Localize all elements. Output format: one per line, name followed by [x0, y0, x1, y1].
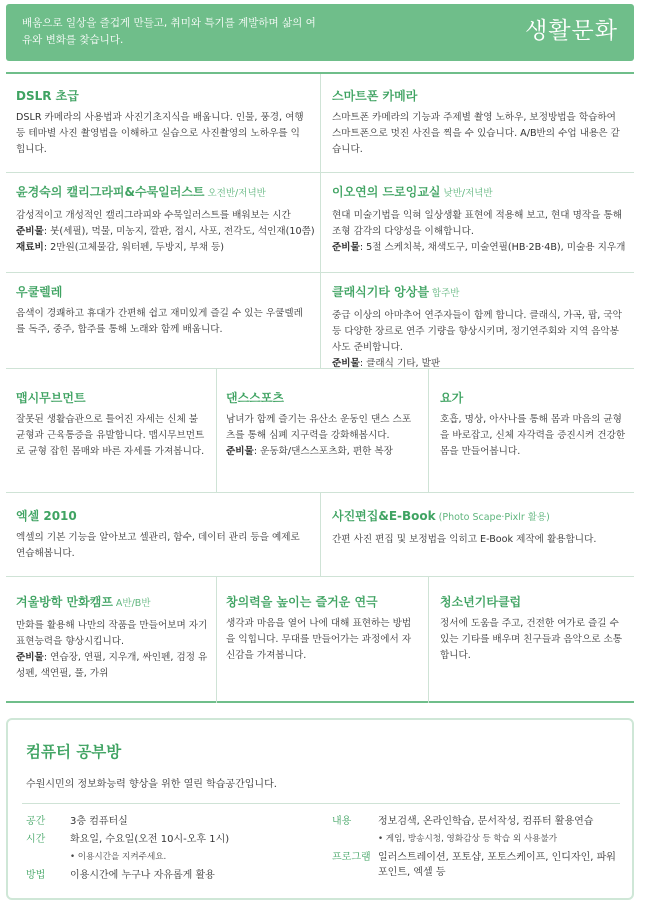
course-desc: DSLR 카메라의 사용법과 사진기초지식을 배웁니다. 인물, 풍경, 여행 등 테마별 사진 촬영법을 이해하고 실습으로 사진촬영의 노하우를 익힙니다.	[16, 112, 304, 155]
prep-items: : 연습장, 연필, 지우개, 싸인펜, 검정 유성펜, 색연필, 풀, 가위	[16, 652, 208, 679]
course-desc: 잘못된 생활습관으로 틀어진 자세는 신체 불균형과 근육통증을 유발합니다. 맵시무브먼트로 균형 잡힌 몸매와 바른 자세를 가져봅니다.	[16, 414, 205, 457]
prep-label: 준비물	[16, 226, 44, 237]
program-label: 프로그램	[332, 852, 371, 863]
column-divider	[428, 576, 429, 703]
course-subtitle: 오전반/저녁반	[207, 188, 266, 199]
section-title: 생활문화	[525, 18, 618, 44]
time-value: 화요일, 수요일(오전 10시-오후 1시)	[70, 834, 230, 845]
course-title: 윤경숙의 캘리그라피&수묵일러스트 오전반/저녁반	[16, 185, 266, 199]
study-room-divider	[22, 803, 620, 804]
course-desc: 정서에 도움을 주고, 건전한 여가로 즐길 수 있는 기타를 배우며 친구들과 음악으로 소통합니다.	[440, 618, 623, 661]
course-desc: 간편 사진 편집 및 보정법을 익히고 E-Book 제작에 활용합니다.	[332, 534, 597, 545]
section-header	[6, 4, 634, 61]
course-grid	[6, 72, 634, 703]
column-divider	[320, 492, 321, 576]
course-desc: 엑셀의 기본 기능을 알아보고 셀관리, 함수, 데이터 관리 등을 예제로 연습해봅니다.	[16, 532, 300, 559]
course-teen-guitar	[440, 594, 626, 664]
course-subtitle: 합주반	[431, 288, 460, 299]
course-title: 클래식기타 앙상블 합주반	[332, 285, 460, 299]
course-theater	[226, 594, 420, 664]
course-excel	[16, 508, 312, 562]
prep-items: : 운동화/댄스스포츠화, 편한 복장	[253, 446, 393, 457]
course-desc: 남녀가 함께 즐기는 유산소 운동인 댄스 스포츠를 통해 심폐 지구력을 강화해봅시다.	[226, 414, 412, 441]
course-title: 맵시무브먼트	[16, 391, 86, 405]
course-matsimu	[16, 390, 206, 460]
course-photo-ebook	[332, 508, 626, 548]
prep-items: : 클래식 기타, 발판	[359, 358, 441, 369]
course-subtitle: 낮반/저녁반	[443, 188, 493, 199]
column-divider	[428, 368, 429, 492]
time-label: 시간	[26, 834, 46, 845]
program-value: 일러스트레이션, 포토샵, 포토스케이프, 인디자인, 파워포인트, 엑셀 등	[378, 852, 616, 878]
prep-label: 준비물	[332, 358, 360, 369]
course-title: 창의력을 높이는 즐거운 연극	[226, 595, 378, 609]
course-subtitle: A반/B반	[115, 598, 151, 609]
course-desc: 생각과 마음을 열어 나에 대해 표현하는 방법을 익힙니다. 무대를 만들어가는 과정에서 자신감을 가져봅니다.	[226, 618, 412, 661]
place-value: 3층 컴퓨터실	[70, 816, 128, 827]
course-desc: 현대 미술기법을 익혀 일상생활 표현에 적용해 보고, 현대 명작을 통해 조형 감각의 다양성을 이해합니다.	[332, 210, 622, 237]
course-desc: 만화를 활용해 나만의 작품을 만들어보며 자기표현능력을 향상시킵니다.	[16, 620, 208, 647]
course-desc: 스마트폰 카메라의 기능과 주제별 촬영 노하우, 보정방법을 학습하여 스마트폰으로 멋진 사진을 찍을 수 있습니다. A/B반의 수업 내용은 같습니다.	[332, 112, 620, 155]
column-divider	[216, 368, 217, 492]
prep-items: : 5절 스케치북, 채색도구, 미술연필(HB·2B·4B), 미술용 지우개	[359, 242, 626, 253]
place-label: 공간	[26, 816, 46, 827]
course-title: 이오연의 드로잉교실 낮반/저녁반	[332, 185, 493, 199]
column-divider	[216, 576, 217, 703]
course-desc: 중급 이상의 아마추어 연주자들이 함께 합니다. 클래식, 가곡, 팝, 국악 등 다양한 장르로 연주 기량을 향상시키며, 정기연주회와 지역 음악봉사도 준비합니다.	[332, 310, 622, 353]
computer-study-room	[6, 718, 634, 900]
row-divider	[6, 576, 634, 577]
course-guitar-ensemble	[332, 284, 626, 372]
header-intro: 배움으로 일상을 즐겁게 만들고, 취미와 특기를 계발하며 삶의 여유와 변화를 찾습니다.	[22, 17, 316, 46]
prep-items: : 붓(세필), 먹물, 미농지, 깔판, 접시, 사포, 전각도, 석인재(10쯤)	[43, 226, 315, 237]
course-desc: 호흡, 명상, 아사나를 통해 몸과 마음의 균형을 바로잡고, 신체 자각력을 증진시켜 건강한 몸을 만들어봅니다.	[440, 414, 626, 457]
course-prep	[332, 240, 626, 256]
course-calligraphy	[16, 184, 316, 256]
course-prep	[16, 224, 316, 240]
column-divider	[320, 74, 321, 368]
course-cartoon-camp	[16, 594, 208, 682]
course-title: 요가	[440, 391, 464, 405]
content-value: 정보검색, 온라인학습, 문서작성, 컴퓨터 활용연습	[378, 816, 594, 827]
course-title: 겨울방학 만화캠프 A반/B반	[16, 595, 151, 609]
course-fee	[16, 240, 316, 256]
prep-label: 준비물	[332, 242, 360, 253]
course-subtitle: (Photo Scape·Pixlr 활용)	[438, 512, 550, 523]
course-title: DSLR 초급	[16, 89, 79, 103]
course-title: 댄스스포츠	[226, 391, 284, 405]
prep-label: 준비물	[226, 446, 254, 457]
method-label: 방법	[26, 870, 46, 881]
course-title: 스마트폰 카메라	[332, 89, 418, 103]
course-desc: 감성적이고 개성적인 캘리그라피와 수묵일러스트를 배워보는 시간	[16, 210, 291, 221]
course-ukulele	[16, 284, 306, 338]
course-dslr	[16, 88, 308, 158]
course-yoga	[440, 390, 626, 460]
course-dancesport	[226, 390, 420, 460]
time-note: • 이용시간을 지켜주세요.	[70, 852, 167, 862]
course-title: 우쿨렐레	[16, 285, 63, 299]
fee-items: : 2만원(고체물감, 워터펜, 두방지, 부채 등)	[43, 242, 225, 253]
study-room-title: 컴퓨터 공부방	[26, 743, 122, 761]
content-label: 내용	[332, 816, 352, 827]
fee-label: 재료비	[16, 242, 44, 253]
method-value: 이용시간에 누구나 자유롭게 활용	[70, 870, 215, 881]
course-title: 청소년기타클럽	[440, 595, 522, 609]
course-title: 사진편집&E-Book (Photo Scape·Pixlr 활용)	[332, 509, 550, 523]
course-prep	[332, 356, 626, 372]
course-prep	[16, 650, 208, 682]
course-desc: 음색이 경쾌하고 휴대가 간편해 쉽고 재미있게 즐길 수 있는 우쿨렐레를 독주, 중주, 합주를 통해 노래와 함께 배웁니다.	[16, 308, 303, 335]
content-note: • 게임, 방송시청, 영화감상 등 학습 외 사용불가	[378, 834, 558, 844]
prep-label: 준비물	[16, 652, 44, 663]
study-room-desc: 수원시민의 정보화능력 향상을 위한 열린 학습공간입니다.	[26, 779, 277, 790]
course-title: 엑셀 2010	[16, 509, 77, 523]
course-prep	[226, 444, 420, 460]
course-smartphone	[332, 88, 626, 158]
course-drawing	[332, 184, 626, 256]
